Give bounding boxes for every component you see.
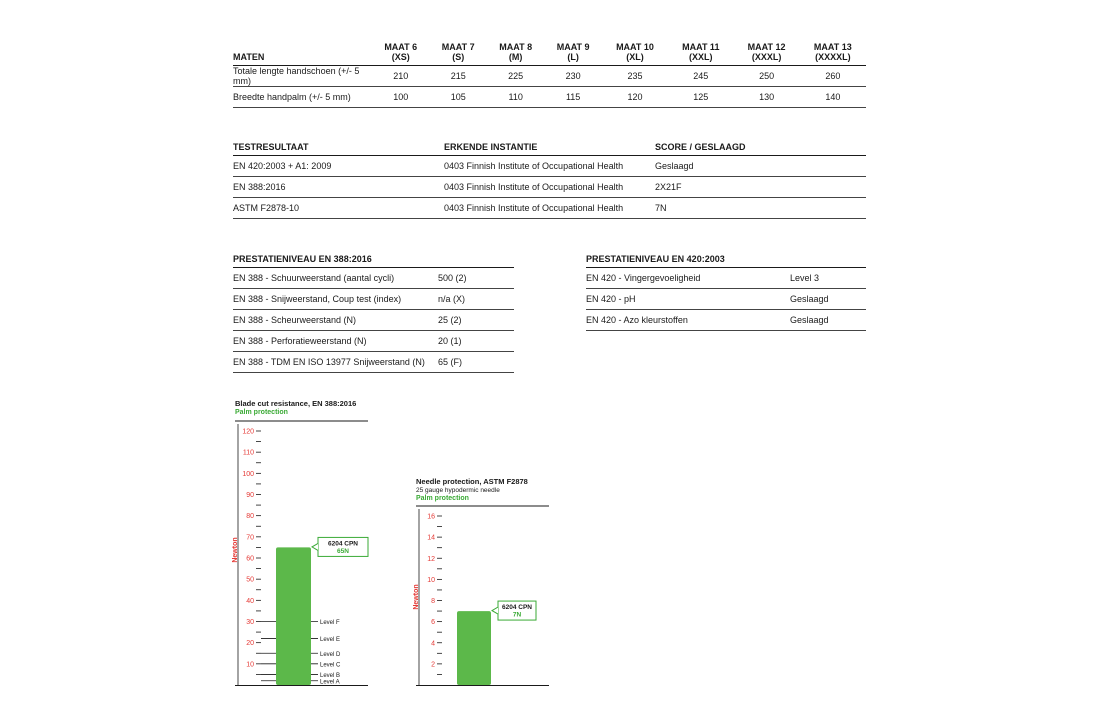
table-cell: ASTM F2878-10: [233, 198, 444, 219]
table-row: [233, 268, 514, 289]
table-cell: 0403 Finnish Institute of Occupational Health: [444, 156, 655, 177]
y-tick-label: 120: [242, 428, 254, 436]
header-line1: MAAT 11: [682, 42, 720, 52]
chart-subtitle: 25 gauge hypodermic needle: [416, 487, 500, 494]
table-cell: EN 388 - Schuurweerstand (aantal cycli): [233, 268, 438, 289]
table-row: [233, 352, 514, 373]
table-cell: 130: [733, 87, 799, 108]
table-row: [233, 289, 514, 310]
y-tick-label: 4: [431, 640, 435, 648]
table-row: [233, 177, 866, 198]
level-label: Level F: [320, 620, 340, 626]
sizes-header-maat7: [429, 41, 486, 66]
bar-category-label: 6204 CPN: [502, 604, 532, 612]
y-tick-label: 10: [427, 576, 435, 584]
header-line1: MAAT 13: [813, 42, 852, 52]
header-line2: (L): [567, 52, 579, 62]
bar-value-label: 7N: [512, 611, 522, 619]
table-cell: 7N: [655, 198, 866, 219]
tests-header-score: SCORE / GESLAAGD: [655, 141, 866, 156]
table-cell: 225: [487, 66, 544, 87]
data-bar: [457, 611, 491, 685]
sizes-header-maten: [233, 41, 372, 66]
value-callout-pointer: [492, 607, 498, 614]
header-line2: (S): [452, 52, 465, 62]
header-line2: (XS): [391, 52, 410, 62]
table-row: [586, 289, 866, 310]
bar-value-label: 65N: [337, 547, 349, 555]
chart-protection-label: Palm protection: [416, 495, 469, 502]
table-cell: Geslaagd: [655, 156, 866, 177]
level-label: Level D: [320, 651, 341, 658]
table-cell: 2X21F: [655, 177, 866, 198]
y-axis-label: Newton: [413, 584, 420, 610]
table-cell: 250: [733, 66, 799, 87]
y-tick-label: 100: [242, 470, 254, 478]
sizes-header-maat12: [733, 41, 799, 66]
header-text: MATEN: [233, 52, 265, 62]
header-line1: MAAT 6: [384, 42, 418, 52]
level-label: Level A: [320, 679, 340, 686]
y-tick-label: 2: [431, 661, 435, 669]
level-label: Level C: [320, 662, 341, 669]
sizes-header-maat10: [602, 41, 668, 66]
y-tick-label: 90: [246, 492, 254, 499]
sizes-header-maat8: [487, 41, 544, 66]
table-cell: 0403 Finnish Institute of Occupational Health: [444, 177, 655, 198]
header-line1: MAAT 8: [499, 42, 533, 52]
y-tick-label: 50: [246, 576, 254, 584]
perf388-title: PRESTATIENIVEAU EN 388:2016: [233, 253, 514, 268]
level-label: Level B: [320, 672, 341, 679]
table-cell: EN 420 - Azo kleurstoffen: [586, 310, 790, 331]
tests-header-institute: ERKENDE INSTANTIE: [444, 141, 655, 156]
table-cell: EN 420 - pH: [586, 289, 790, 310]
header-line2: (M): [508, 52, 523, 62]
table-cell: EN 388 - Scheurweerstand (N): [233, 310, 438, 331]
tests-header-result: TESTRESULTAAT: [233, 141, 444, 156]
blade-cut-resistance-chart: [225, 395, 395, 690]
perf420-header-row: [586, 253, 866, 268]
table-row: [586, 310, 866, 331]
y-tick-label: 16: [427, 513, 435, 521]
table-row: [233, 87, 866, 108]
level-label: Level E: [320, 636, 341, 643]
table-row: [233, 310, 514, 331]
table-row: [233, 198, 866, 219]
table-row: [233, 66, 866, 87]
chart-title: Blade cut resistance, EN 388:2016: [235, 399, 357, 408]
table-cell: EN 420 - Vingergevoeligheid: [586, 268, 790, 289]
sizes-table: [233, 41, 866, 108]
table-cell: EN 388 - TDM EN ISO 13977 Snijweerstand (N): [233, 352, 438, 373]
table-cell: EN 388:2016: [233, 177, 444, 198]
table-row: [233, 331, 514, 352]
table-cell: Geslaagd: [790, 310, 866, 331]
table-row: [586, 268, 866, 289]
sizes-header-row: [233, 41, 866, 66]
table-cell: Level 3: [790, 268, 866, 289]
header-line1: MAAT 9: [556, 42, 590, 52]
y-tick-label: 10: [246, 661, 254, 669]
data-bar: [276, 547, 311, 685]
table-cell: 230: [544, 66, 601, 87]
row-label: Breedte handpalm (+/- 5 mm): [233, 87, 372, 108]
header-line2: (XXXXL): [815, 52, 851, 62]
header-line1: MAAT 7: [441, 42, 475, 52]
header-line2: (XXL): [689, 52, 713, 62]
table-cell: 65 (F): [438, 352, 514, 373]
chart-title: Needle protection, ASTM F2878: [416, 477, 528, 486]
tests-header-row: [233, 141, 866, 156]
y-tick-label: 70: [246, 534, 254, 542]
table-cell: n/a (X): [438, 289, 514, 310]
table-cell: 115: [544, 87, 601, 108]
table-cell: 500 (2): [438, 268, 514, 289]
row-label: Totale lengte handschoen (+/- 5 mm): [233, 66, 372, 87]
table-cell: EN 388 - Perforatieweerstand (N): [233, 331, 438, 352]
perf388-header-row: [233, 253, 514, 268]
table-cell: 100: [372, 87, 429, 108]
table-cell: EN 388 - Snijweerstand, Coup test (index): [233, 289, 438, 310]
table-cell: 260: [800, 66, 866, 87]
table-cell: 245: [668, 66, 733, 87]
header-line1: MAAT 10: [616, 42, 654, 52]
sizes-header-maat11: [668, 41, 733, 66]
table-cell: Geslaagd: [790, 289, 866, 310]
value-callout-pointer: [312, 543, 318, 550]
perf420-title: PRESTATIENIVEAU EN 420:2003: [586, 253, 866, 268]
table-cell: 0403 Finnish Institute of Occupational Health: [444, 198, 655, 219]
performance-en388-table: [233, 253, 514, 373]
y-tick-label: 12: [427, 555, 435, 563]
chart-protection-label: Palm protection: [235, 409, 288, 416]
table-cell: EN 420:2003 + A1: 2009: [233, 156, 444, 177]
y-tick-label: 6: [431, 619, 435, 627]
y-tick-label: 110: [242, 449, 254, 457]
sizes-header-maat13: [800, 41, 866, 66]
table-cell: 140: [800, 87, 866, 108]
table-cell: 125: [668, 87, 733, 108]
y-tick-label: 80: [246, 513, 254, 521]
sizes-header-maat6: [372, 41, 429, 66]
needle-protection-chart: [408, 473, 568, 690]
y-tick-label: 40: [246, 597, 254, 605]
table-cell: 120: [602, 87, 668, 108]
y-tick-label: 20: [246, 640, 254, 648]
y-tick-label: 60: [246, 555, 254, 563]
sizes-header-maat9: [544, 41, 601, 66]
table-cell: 210: [372, 66, 429, 87]
y-tick-label: 14: [427, 534, 435, 542]
y-axis-label: Newton: [232, 537, 239, 563]
table-cell: 215: [429, 66, 486, 87]
header-line2: (XXXL): [751, 52, 782, 62]
performance-en420-table: [586, 253, 866, 331]
table-cell: 235: [602, 66, 668, 87]
table-cell: 20 (1): [438, 331, 514, 352]
table-cell: 25 (2): [438, 310, 514, 331]
bar-category-label: 6204 CPN: [328, 540, 358, 548]
table-cell: 105: [429, 87, 486, 108]
test-results-table: [233, 141, 866, 219]
header-line1: MAAT 12: [747, 42, 786, 52]
table-cell: 110: [487, 87, 544, 108]
header-line2: (XL): [626, 52, 644, 62]
y-tick-label: 30: [246, 619, 254, 626]
y-tick-label: 8: [431, 598, 435, 605]
table-row: [233, 156, 866, 177]
